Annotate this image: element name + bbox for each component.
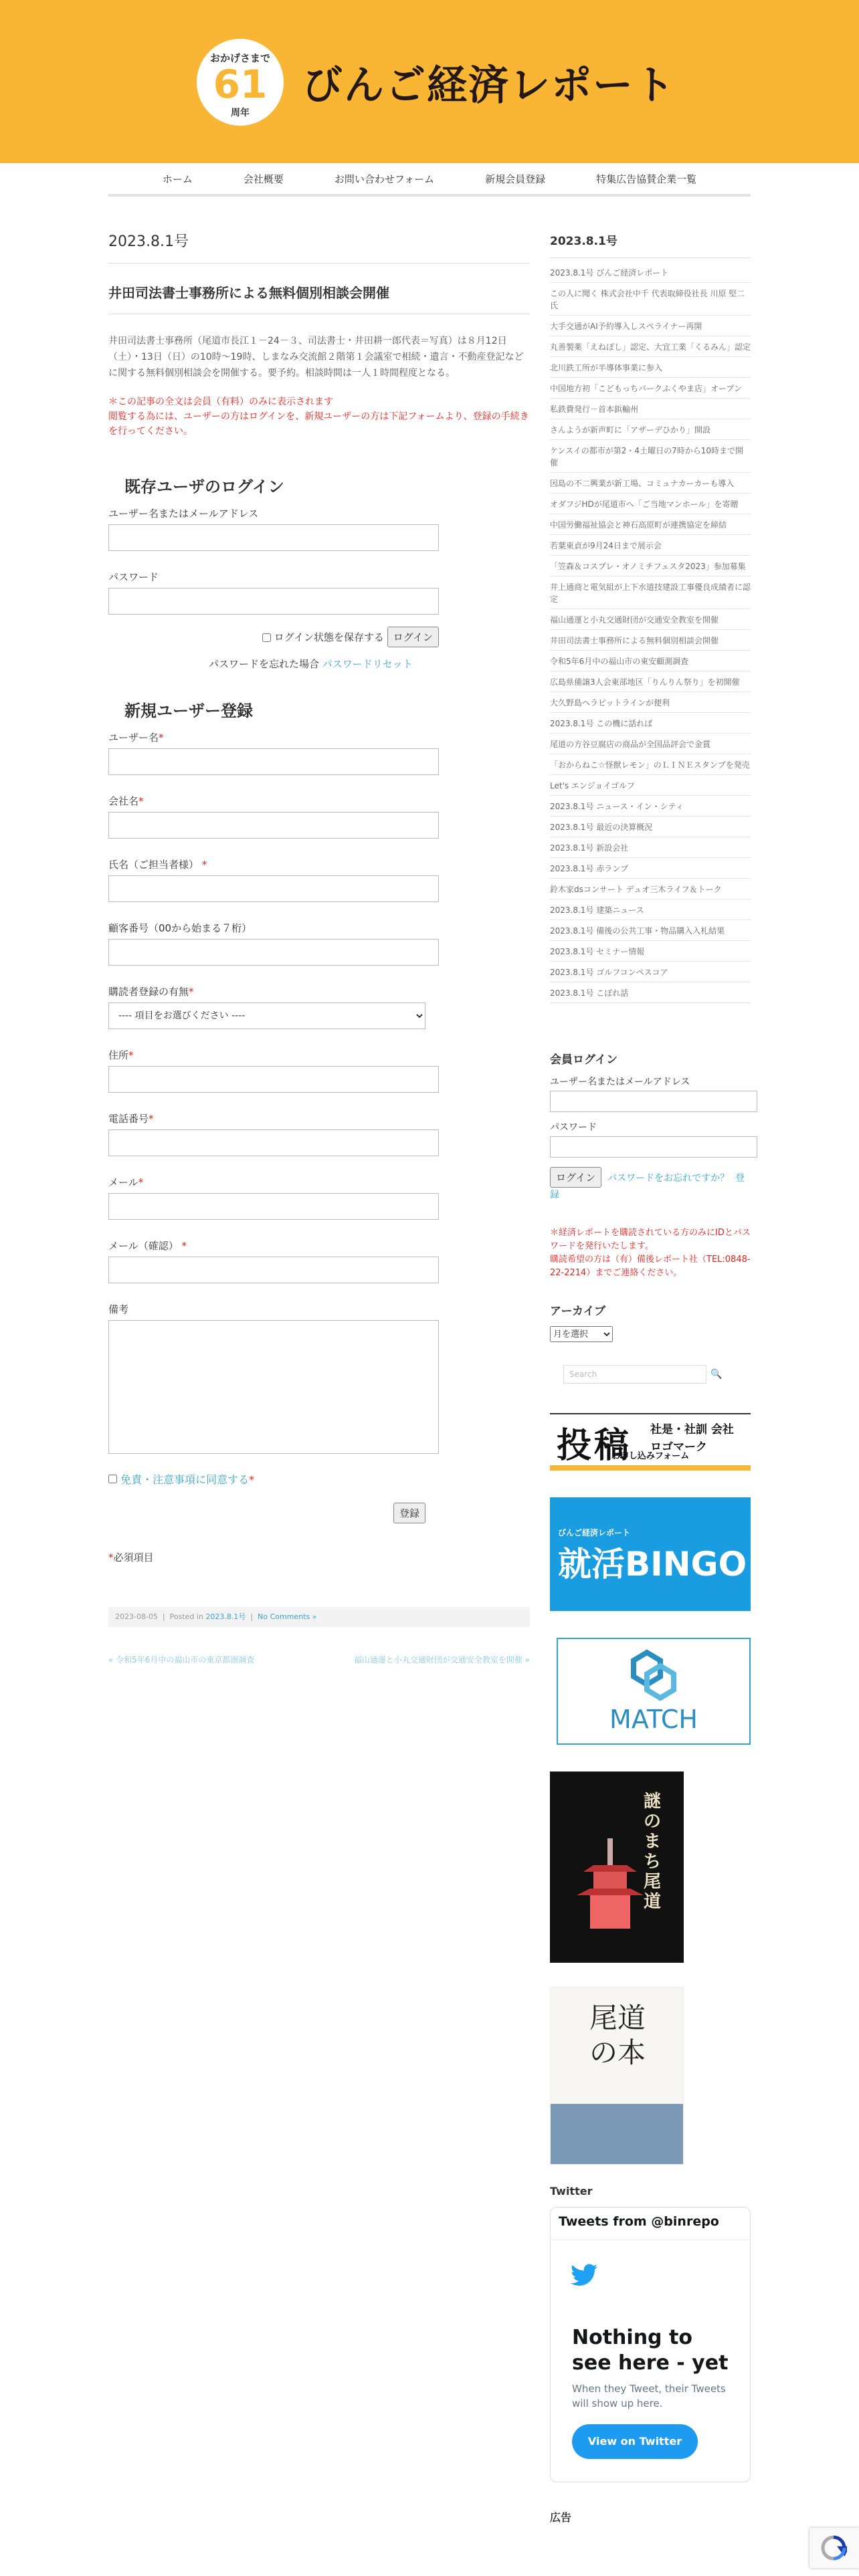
required-asterisk: *	[181, 1240, 187, 1252]
search-row	[550, 1365, 751, 1384]
recent-post-item[interactable]: 若葉東貞が9月24日まで展示会	[550, 535, 751, 556]
phone-label-text: 電話番号	[108, 1113, 149, 1125]
email-label-text: メール	[108, 1176, 138, 1188]
book-cover-nazo[interactable]	[550, 1772, 684, 1963]
recent-post-item[interactable]: 2023.8.1号 セミナー情報	[550, 941, 751, 962]
agree-checkbox[interactable]	[108, 1475, 117, 1483]
nav-item-contact[interactable]: お問い合わせフォーム	[334, 173, 435, 185]
search-input[interactable]: Search	[563, 1365, 706, 1384]
ad-title: 広告	[550, 2511, 572, 2524]
required-asterisk: *	[189, 986, 194, 998]
submit-row	[108, 1503, 425, 1523]
nav-item-register[interactable]: 新規会員登録	[485, 173, 546, 185]
sb-password-input[interactable]	[550, 1136, 757, 1158]
notes-label: 備考	[108, 1303, 129, 1315]
recent-post-item[interactable]: 2023.8.1号 こぼれ話	[550, 982, 751, 1003]
required-asterisk: *	[108, 1551, 114, 1564]
recent-post-item[interactable]: 2023.8.1号 ニュース・イン・シティ	[550, 796, 751, 817]
main-nav	[108, 163, 751, 197]
post-meta: 2023-08-05 | Posted in 2023.8.1号 | No Comments »	[108, 1607, 530, 1627]
sb-username-label: ユーザー名またはメールアドレス	[550, 1077, 690, 1087]
required-asterisk: *	[138, 795, 144, 807]
recent-post-item[interactable]: 中国労働福祉協会と神石高原町が連携協定を締結	[550, 514, 751, 535]
phone-input[interactable]	[108, 1130, 439, 1156]
book-cover-onomichi-title: 尾道の本	[589, 2002, 646, 2069]
remember-label: ログイン状態を保存する	[274, 631, 384, 643]
required-asterisk: *	[128, 1049, 134, 1061]
badge-number: 61	[213, 62, 268, 107]
address-label-text: 住所	[108, 1049, 129, 1061]
nav-item-home[interactable]: ホーム	[162, 173, 193, 185]
recent-post-item[interactable]: 北川鉄工所が半導体事業に参入	[550, 357, 751, 378]
name-label-text: 氏名（ご担当者様）	[108, 859, 199, 871]
login-password-input[interactable]	[108, 588, 439, 615]
recaptcha-icon	[820, 2535, 847, 2561]
required-note	[108, 1550, 530, 1564]
member-login-widget	[550, 1050, 751, 1280]
match-banner[interactable]	[557, 1638, 751, 1745]
customer-no-label: 顧客番号（00から始まる７桁）	[108, 922, 252, 934]
password-reset-link[interactable]: パスワードリセット	[322, 658, 413, 670]
lost-password-text: パスワードを忘れた場合	[209, 658, 320, 670]
recent-post-item[interactable]: 中国地方初「こどもっちパークふくやま店」オープン	[550, 378, 751, 399]
lost-password-row	[108, 657, 530, 671]
recent-post-item[interactable]: 福山通運と小丸交通財団が交通安全教室を開催	[550, 609, 751, 630]
recent-post-item[interactable]: 尾道の方谷豆腐店の商品が全国品評会で金賞	[550, 734, 751, 754]
required-asterisk: *	[159, 732, 164, 744]
post-date: 2023-08-05	[115, 1612, 158, 1621]
required-asterisk: *	[201, 859, 207, 871]
register-heading: 新規ユーザー登録	[124, 702, 253, 720]
shukatsu-banner-main: 就活BINGO	[558, 1545, 747, 1584]
search-icon[interactable]: 🔍	[710, 1369, 723, 1380]
archive-widget	[550, 1301, 751, 1384]
sb-login-row	[550, 1167, 751, 1201]
address-label	[108, 1048, 530, 1062]
recent-post-item[interactable]: 2023.8.1号 赤ランプ	[550, 858, 751, 879]
nav-item-sponsors[interactable]: 特集広告協賛企業一覧	[596, 173, 697, 185]
address-input[interactable]	[108, 1066, 439, 1093]
sb-password-label: パスワード	[550, 1122, 597, 1133]
post-banner-sub: お申し込みフォーム	[611, 1451, 690, 1461]
post-banner-main: 投稿	[557, 1426, 632, 1466]
prev-post-link[interactable]: « 令和5年6月中の福山市の東京都圏調査	[108, 1655, 255, 1665]
book-cover-onomichi[interactable]	[550, 1987, 684, 2165]
recent-post-item[interactable]: 2023.8.1号 最近の決算概況	[550, 817, 751, 837]
login-password-label: パスワード	[108, 571, 159, 583]
twitter-bird-icon	[571, 2264, 597, 2286]
login-username-input[interactable]	[108, 524, 439, 551]
book-cover-photo	[551, 2104, 683, 2164]
sb-username-input[interactable]	[550, 1091, 757, 1112]
email-confirm-label-text: メール（確認）	[108, 1240, 179, 1252]
recent-post-item[interactable]: 2023.8.1号 建築ニュース	[550, 899, 751, 920]
twitter-empty-text: When they Tweet, their Tweets will show up here.	[572, 2383, 726, 2409]
post-category-link[interactable]: 2023.8.1号	[205, 1612, 246, 1621]
login-button[interactable]: ログイン	[387, 627, 439, 647]
required-asterisk: *	[138, 1176, 144, 1188]
remember-row	[108, 627, 439, 647]
sb-lost-password-link[interactable]: パスワードをお忘れですか？	[607, 1173, 730, 1184]
login-heading: 既存ユーザのログイン	[124, 477, 284, 496]
subscriber-label-text: 購読者登録の有無	[108, 986, 189, 998]
recent-post-item[interactable]: 2023.8.1号 備後の公共工事・物品購入入札結果	[550, 920, 751, 941]
recent-post-item[interactable]: Let's エンジョイゴルフ	[550, 775, 751, 796]
recent-post-item[interactable]: さんようが新声町に「アザーデひかり」開設	[550, 419, 751, 440]
email-confirm-input[interactable]	[108, 1257, 439, 1283]
sidebar	[550, 221, 751, 2525]
site-title[interactable]: びんご経済レポート	[302, 62, 676, 109]
recent-post-item[interactable]: 2023.8.1号 ゴルフコンペスコア	[550, 962, 751, 982]
sb-register-link[interactable]: 登録	[550, 1173, 745, 1200]
recent-post-item[interactable]: 井上通商と電気組が上下水道技建設工事優良成績者に認定	[550, 576, 751, 609]
archive-title: アーカイブ	[550, 1305, 606, 1318]
recent-post-item[interactable]: 鈴木家dsコンサート デュオ三木ライフ＆トーク	[550, 879, 751, 899]
company-label-text: 会社名	[108, 795, 139, 807]
post-navigation	[108, 1654, 530, 1665]
email-confirm-label	[108, 1239, 530, 1253]
customer-no-input[interactable]	[108, 939, 439, 966]
recent-post-item[interactable]: 因島の不二興業が新工場、コミュナカーカーも導入	[550, 473, 751, 494]
login-username-label: ユーザー名またはメールアドレス	[108, 508, 259, 520]
anniversary-badge[interactable]	[197, 39, 284, 126]
company-input[interactable]	[108, 812, 439, 839]
recent-post-item[interactable]: 大久野島ヘラピットラインが便利	[550, 692, 751, 713]
view-on-twitter-button[interactable]: View on Twitter	[572, 2424, 698, 2459]
twitter-empty-title: Nothing to see here - yet	[572, 2326, 729, 2375]
post-banner-side: 社是・社訓 会社ロゴマーク	[650, 1423, 734, 1454]
sb-notice-2: 購読希望の方は（有）備後レポート社（TEL:0848-22-2214）までご連絡ください。	[550, 1255, 751, 1278]
login-instructions: 閲覧する為には、ユーザーの方はログインを、新規ユーザーの方は下記フォームより、登録の手続きを行ってください。	[108, 411, 529, 437]
sb-login-button[interactable]: ログイン	[550, 1167, 601, 1188]
username-label	[108, 730, 530, 744]
comments-link[interactable]: No Comments »	[258, 1612, 317, 1621]
recent-post-item[interactable]: ケンスイの都市が第2・4土曜日の7時から10時まで開催	[550, 440, 751, 473]
post-title: 井田司法書士事務所による無料個別相談会開催	[108, 282, 530, 314]
recent-post-item[interactable]: 2023.8.1号 びんご経済レポート	[550, 262, 751, 283]
recent-post-item[interactable]: 2023.8.1号 この機に話れば	[550, 713, 751, 734]
required-asterisk: *	[149, 1113, 154, 1125]
register-submit-button[interactable]: 登録	[393, 1503, 425, 1523]
pagoda-icon	[577, 1838, 644, 1932]
email-input[interactable]	[108, 1193, 439, 1220]
archive-select[interactable]	[550, 1326, 613, 1342]
name-label	[108, 857, 530, 871]
email-label	[108, 1175, 530, 1189]
recent-posts-title: 2023.8.1号	[550, 231, 751, 258]
member-login-title: 会員ログイン	[550, 1053, 618, 1067]
required-asterisk: *	[249, 1473, 255, 1486]
phone-label	[108, 1111, 530, 1125]
post-body: 井田司法書士事務所（尾道市長江１－24－３、司法書士・井田耕一郎代表＝写真）は８月12日（土）・13日（日）の10時～19時、しまなみ交流館２階第１会議室で相続・遺言・不動産登記などに関する無料個別相談会を開催する。要予約。相談時間は一人１時間程度となる。	[108, 336, 524, 379]
recent-post-item[interactable]: 2023.8.1号 新設会社	[550, 837, 751, 858]
book-cover-nazo-title: 謎のまち尾道	[644, 1792, 662, 1912]
posted-in-prefix: Posted in	[169, 1612, 203, 1621]
company-label	[108, 794, 530, 808]
notes-textarea[interactable]	[108, 1320, 439, 1454]
recent-post-item[interactable]: 広島県備譲3人会東部地区「りんりん祭り」を初開催	[550, 671, 751, 692]
recent-post-item[interactable]: 「おからねこ☆怪獣レモン」のＬＩＮＥスタンプを発売	[550, 754, 751, 775]
agree-label[interactable]: 免責・注意事項に同意する	[120, 1473, 250, 1486]
recent-post-item[interactable]: 丸善製薬「えねぽし」認定、大宜工業「くるみん」認定	[550, 336, 751, 357]
badge-bottom-text: 周年	[231, 108, 250, 118]
recent-post-item[interactable]: 大手交通がAI予約導入しスペライナー再開	[550, 316, 751, 336]
issue-title: 2023.8.1号	[108, 230, 530, 263]
twitter-title: Twitter	[550, 2185, 593, 2197]
username-label-text: ユーザー名	[108, 732, 159, 744]
shukatsu-banner[interactable]	[550, 1497, 751, 1611]
shukatsu-banner-top: びんご経済レポート	[558, 1528, 631, 1537]
match-logo-icon	[627, 1648, 680, 1702]
main-content	[108, 221, 530, 1665]
post-banner[interactable]	[550, 1413, 751, 1471]
required-note-text: 必須項目	[113, 1551, 154, 1564]
twitter-head[interactable]: Tweets from @binrepo	[559, 2214, 719, 2229]
recent-post-item[interactable]: 「笠森＆コスプレ・オノミチフェスタ2023」参加募集	[550, 556, 751, 576]
name-input[interactable]	[108, 875, 439, 902]
agree-row	[108, 1471, 530, 1487]
remember-checkbox[interactable]	[262, 633, 271, 642]
twitter-timeline	[550, 2207, 751, 2482]
recent-post-item[interactable]: オダフジHDが尾道市へ「ご当地マンホール」を寄贈	[550, 494, 751, 514]
next-post-link[interactable]: 福山通運と小丸交通財団が交通安全教室を開催 »	[353, 1655, 530, 1665]
sb-notice-1: ＊経済レポートを購読されている方のみにIDとパスワードを発行いたします。	[550, 1228, 751, 1251]
subscriber-select[interactable]	[108, 1002, 425, 1029]
recent-post-item[interactable]: この人に聞く 株式会社中千 代表取締役社長 川原 堅二氏	[550, 283, 751, 316]
recent-post-item[interactable]: 私鉄費発行－首本鋲輸州	[550, 399, 751, 419]
badge-top-text: おかげさまで	[209, 52, 270, 64]
recent-post-item[interactable]: 井田司法書士事務所による無料個別相談会開催	[550, 630, 751, 651]
subscriber-label	[108, 984, 530, 998]
recaptcha-badge[interactable]	[809, 2528, 859, 2568]
site-header	[0, 0, 859, 163]
nav-item-company[interactable]: 会社概要	[243, 173, 284, 185]
recent-post-item[interactable]: 令和5年6月中の福山市の東安顧測調査	[550, 651, 751, 671]
match-banner-text: MATCH	[609, 1705, 698, 1734]
members-only-notice: ＊この記事の全文は会員（有料）のみに表示されます	[108, 397, 333, 407]
recent-posts-list	[550, 262, 751, 1003]
username-input[interactable]	[108, 748, 439, 775]
